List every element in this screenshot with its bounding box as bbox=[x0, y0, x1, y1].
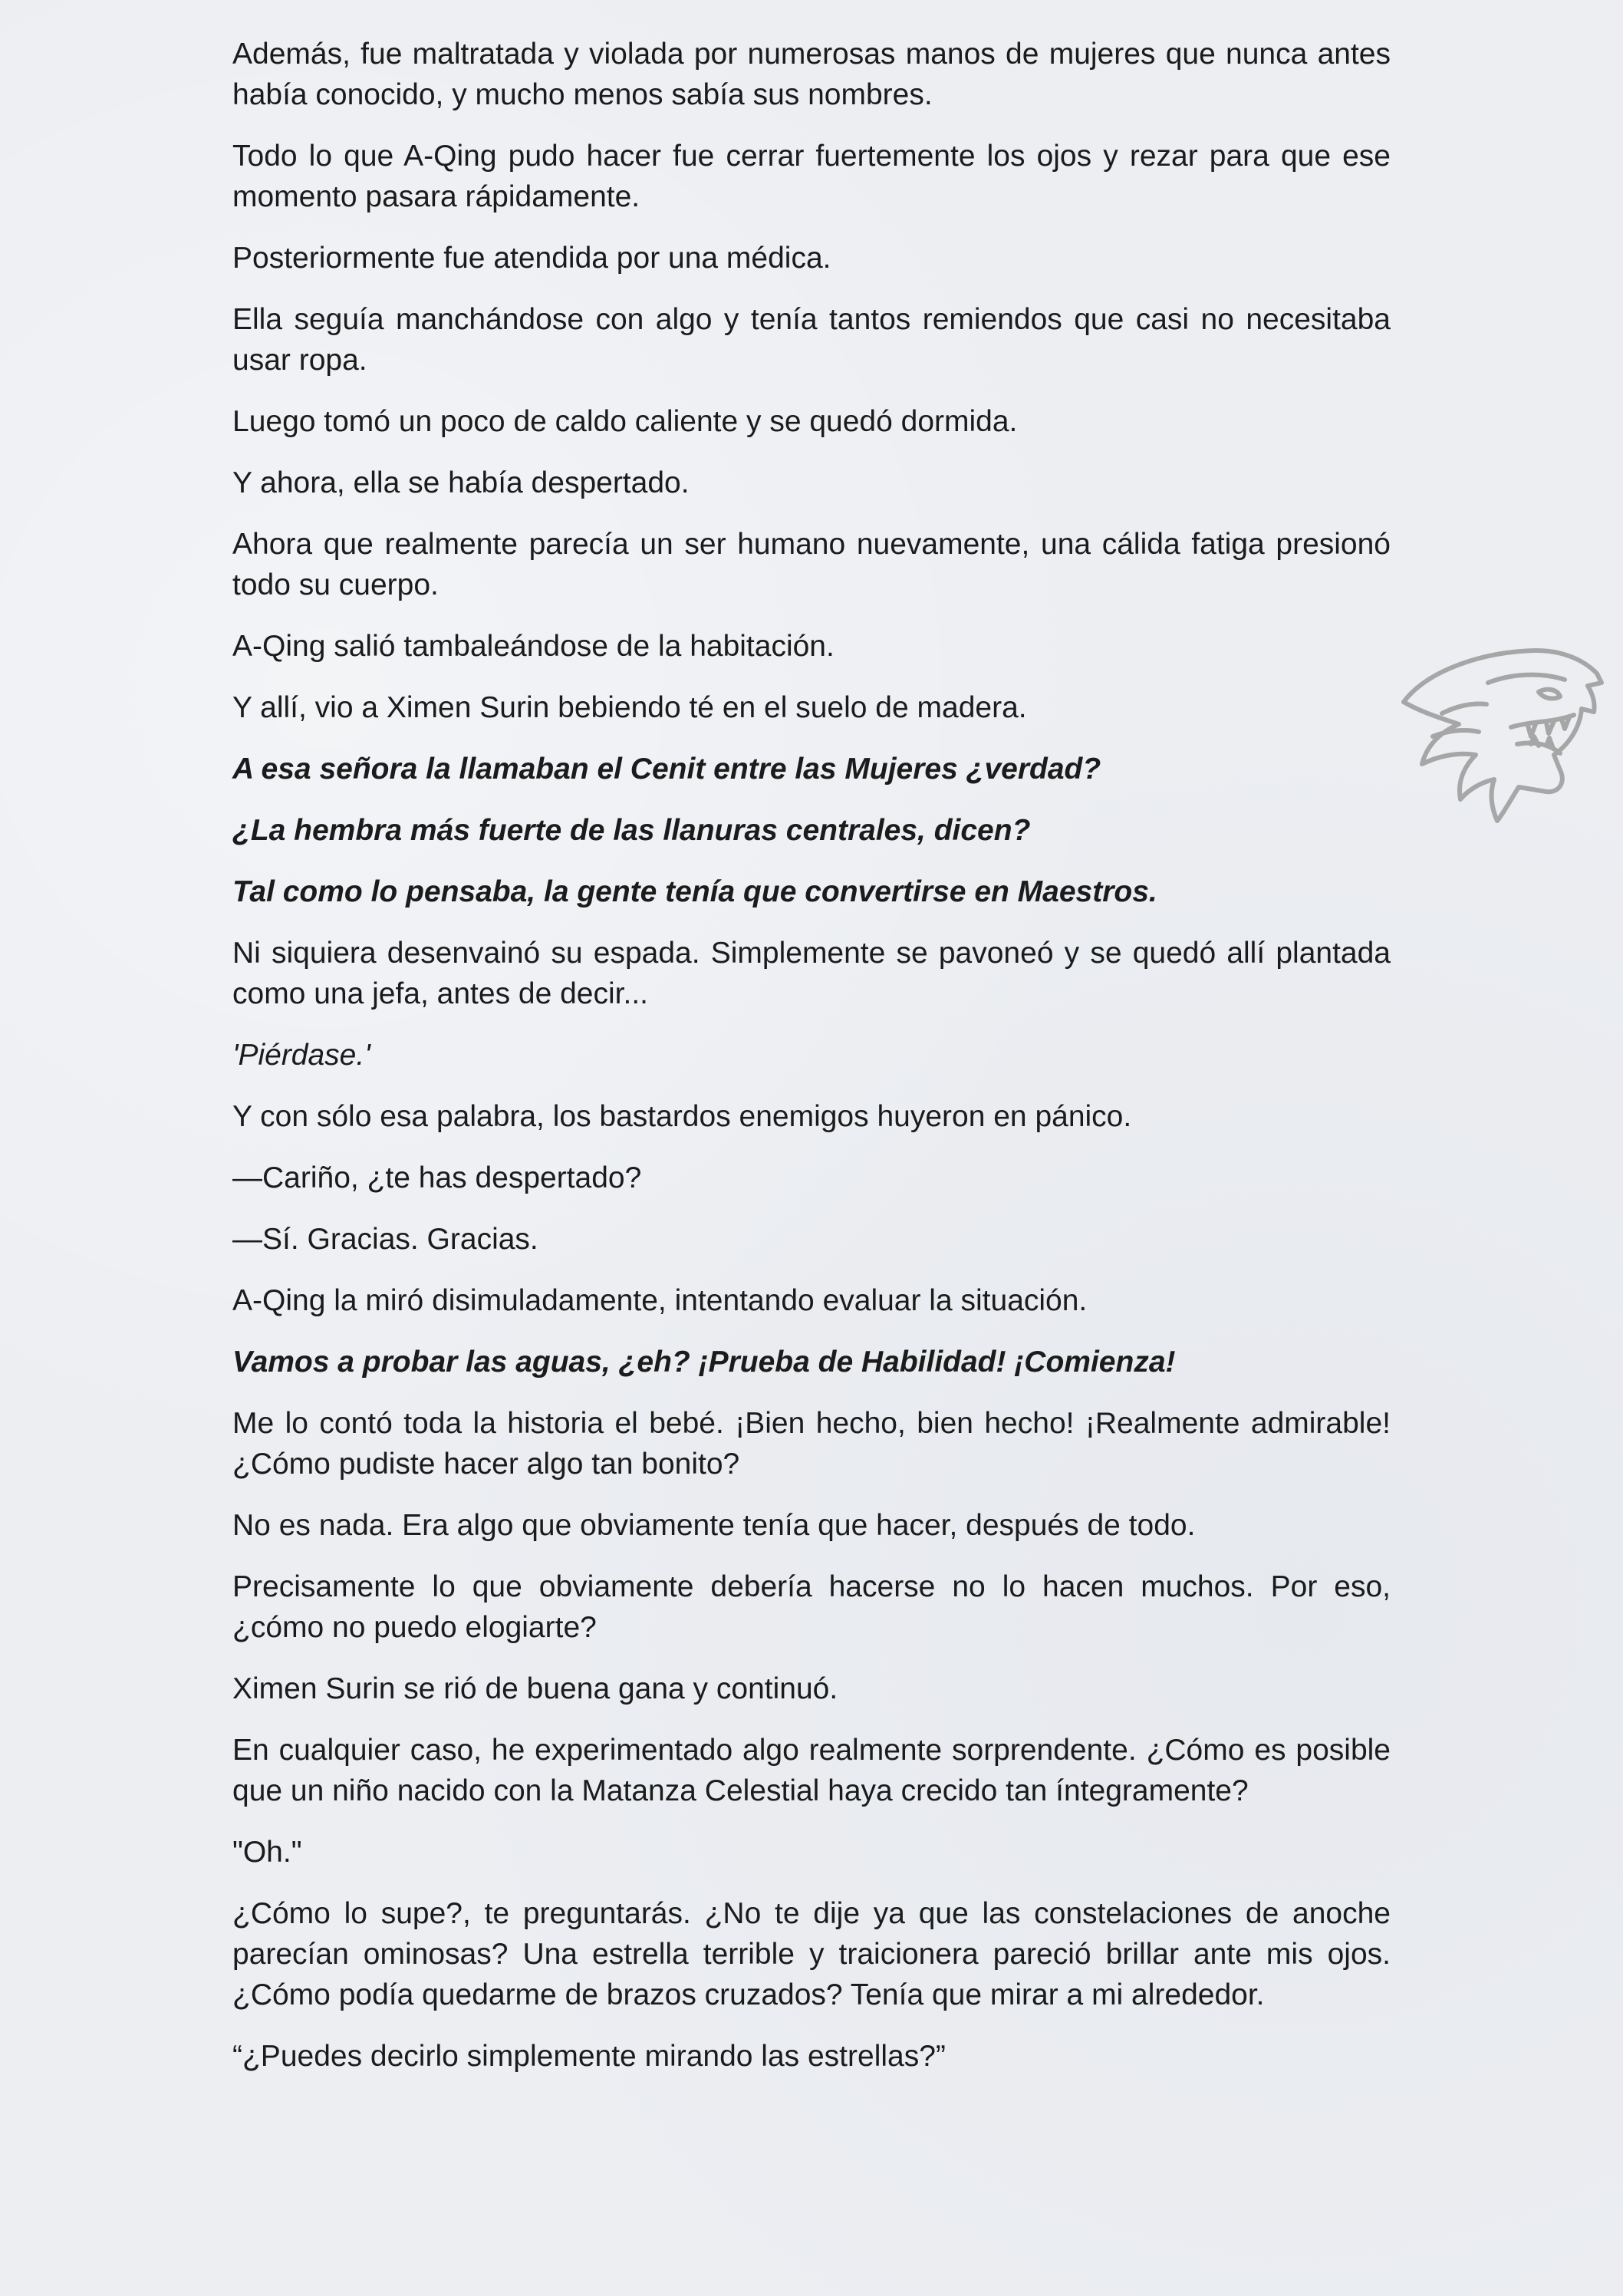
paragraph-8: A-Qing salió tambaleándose de la habitación. bbox=[232, 630, 835, 663]
paragraph-2: Todo lo que A-Qing pudo hacer fue cerrar fuertemente los ojos y rezar para que ese momento pasara rápidamente. bbox=[232, 140, 1391, 213]
paragraph-21: No es nada. Era algo que obviamente tenía que hacer, después de todo. bbox=[232, 1509, 1196, 1542]
dialogue-paragraph-16: —Cariño, ¿te has despertado? bbox=[232, 1161, 642, 1194]
dialogue-paragraph-25: "Oh." bbox=[232, 1836, 302, 1869]
thought-paragraph-10: A esa señora la llamaban el Cenit entre las Mujeres ¿verdad? bbox=[232, 753, 1101, 786]
paragraph-22: Precisamente lo que obviamente debería hacerse no lo hacen muchos. Por eso, ¿cómo no puedo elogiarte? bbox=[232, 1570, 1391, 1644]
paragraph-24: En cualquier caso, he experimentado algo realmente sorprendente. ¿Cómo es posible que un niño nacido con la Matanza Celestial haya crecido tan íntegramente? bbox=[232, 1734, 1391, 1807]
thought-paragraph-11: ¿La hembra más fuerte de las llanuras centrales, dicen? bbox=[232, 814, 1031, 847]
paragraph-6: Y ahora, ella se había despertado. bbox=[232, 466, 690, 499]
dialogue-paragraph-17: —Sí. Gracias. Gracias. bbox=[232, 1223, 538, 1256]
paragraph-23: Ximen Surin se rió de buena gana y continuó. bbox=[232, 1672, 838, 1705]
paragraph-3: Posteriormente fue atendida por una médica. bbox=[232, 242, 831, 275]
paragraph-4: Ella seguía manchándose con algo y tenía tantos remiendos que casi no necesitaba usar ropa. bbox=[232, 303, 1391, 377]
paragraph-15: Y con sólo esa palabra, los bastardos enemigos huyeron en pánico. bbox=[232, 1100, 1132, 1133]
quote-paragraph-14: 'Piérdase.' bbox=[232, 1039, 370, 1072]
paragraph-13: Ni siquiera desenvainó su espada. Simplemente se pavoneó y se quedó allí plantada como una jefa, antes de decir... bbox=[232, 937, 1391, 1010]
text-column bbox=[232, 34, 1391, 2097]
paragraph-1: Además, fue maltratada y violada por numerosas manos de mujeres que nunca antes había conocido, y mucho menos sabía sus nombres. bbox=[232, 38, 1391, 111]
paragraph-5: Luego tomó un poco de caldo caliente y se quedó dormida. bbox=[232, 405, 1018, 438]
paragraph-7: Ahora que realmente parecía un ser humano nuevamente, una cálida fatiga presionó todo su cuerpo. bbox=[232, 528, 1391, 601]
paragraph-26: ¿Cómo lo supe?, te preguntarás. ¿No te dije ya que las constelaciones de anoche parecían ominosas? Una estrella terrible y traicionera pareció brillar ante mis ojos. ¿Cómo podía quedarme de brazos cruzados? Tenía que mirar a mi alrededor. bbox=[232, 1897, 1391, 2011]
dinosaur-head-icon bbox=[1396, 629, 1611, 828]
dialogue-paragraph-27: “¿Puedes decirlo simplemente mirando las estrellas?” bbox=[232, 2040, 946, 2073]
paragraph-18: A-Qing la miró disimuladamente, intentando evaluar la situación. bbox=[232, 1284, 1088, 1317]
paragraph-20: Me lo contó toda la historia el bebé. ¡Bien hecho, bien hecho! ¡Realmente admirable! ¿Cómo pudiste hacer algo tan bonito? bbox=[232, 1407, 1391, 1481]
paragraph-9: Y allí, vio a Ximen Surin bebiendo té en el suelo de madera. bbox=[232, 691, 1027, 724]
thought-paragraph-12: Tal como lo pensaba, la gente tenía que convertirse en Maestros. bbox=[232, 875, 1157, 908]
thought-paragraph-19: Vamos a probar las aguas, ¿eh? ¡Prueba de Habilidad! ¡Comienza! bbox=[232, 1346, 1176, 1379]
